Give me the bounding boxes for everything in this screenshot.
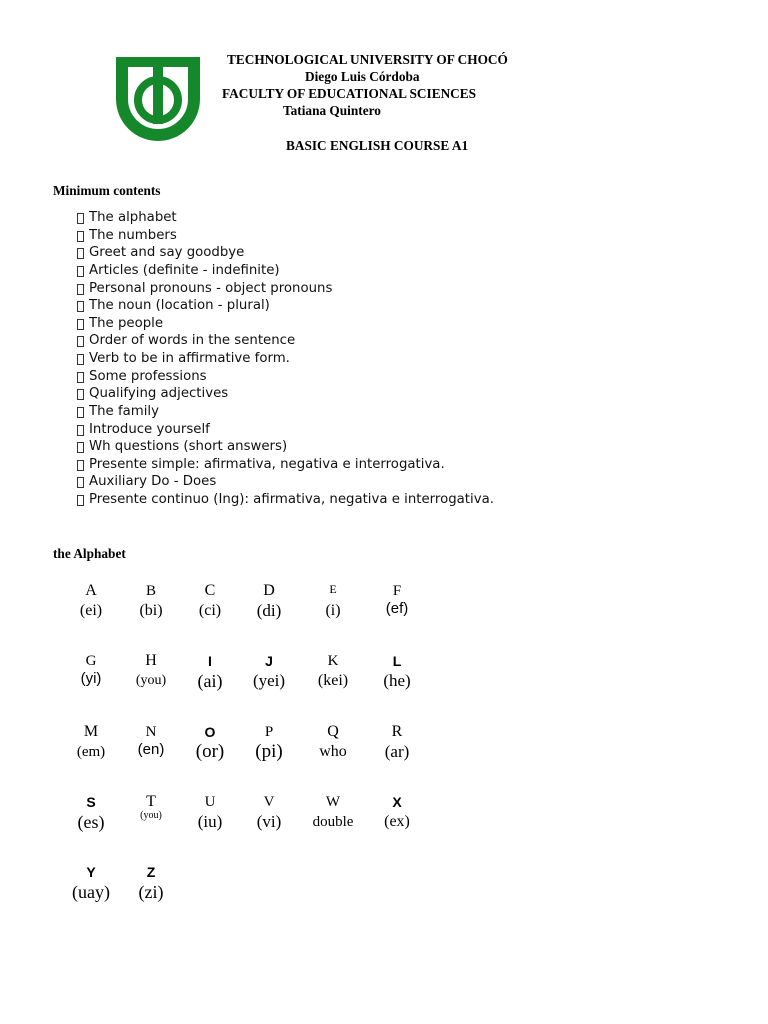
pronunciation: (pi) [255, 741, 283, 762]
alphabet-cell [178, 651, 242, 691]
list-item [77, 227, 557, 245]
alphabet-letter: X [392, 794, 402, 810]
pronunciation: (vi) [256, 812, 282, 831]
pronunciation: (em) [76, 744, 106, 760]
alphabet-letter: Q [327, 723, 339, 740]
bullet-box-icon [77, 407, 84, 418]
alphabet-letter: S [86, 794, 96, 810]
alphabet-cell [237, 651, 301, 691]
alphabet-letter: K [327, 653, 339, 669]
list-item-text: Articles (definite - indefinite) [89, 262, 280, 278]
list-item [77, 315, 557, 333]
alphabet-letter: J [265, 653, 273, 669]
alphabet-letter: N [145, 724, 157, 740]
pronunciation: (yei) [252, 671, 286, 690]
bullet-box-icon [77, 354, 84, 365]
alphabet-cell [301, 792, 365, 832]
list-item-text: Qualifying adjectives [89, 386, 229, 402]
alphabet-cell [365, 651, 429, 691]
alphabet-cell [365, 792, 429, 832]
list-item [77, 280, 557, 298]
list-item [77, 209, 557, 227]
pronunciation: (i) [325, 602, 341, 619]
alphabet-cell [59, 722, 123, 762]
list-item-text: The people [89, 315, 164, 331]
list-item [77, 403, 557, 421]
pronunciation: (iu) [197, 812, 223, 831]
list-item-text: The family [89, 403, 159, 419]
alphabet-letter: P [264, 724, 274, 740]
logo-stem [153, 57, 163, 124]
pronunciation: who [319, 743, 347, 760]
alphabet-heading: the Alphabet [53, 546, 126, 561]
list-item [77, 438, 557, 456]
alphabet-cell [365, 722, 429, 762]
alphabet-cell [178, 792, 242, 832]
list-item-text: Greet and say goodbye [89, 245, 245, 261]
list-item-text: Presente simple: afirmativa, negativa e interrogativa. [89, 456, 445, 472]
alphabet-cell [365, 581, 429, 621]
list-item-text: The numbers [89, 227, 177, 243]
pronunciation: (he) [383, 671, 411, 690]
list-item-text: The noun (location - plural) [89, 298, 270, 314]
list-item [77, 421, 557, 439]
alphabet-letter: V [263, 794, 275, 810]
alphabet-cell [301, 581, 365, 621]
alphabet-letter: F [392, 583, 402, 599]
alphabet-cell [119, 792, 183, 832]
list-item [77, 368, 557, 386]
alphabet-letter: D [263, 582, 275, 599]
alphabet-cell [178, 722, 242, 762]
bullet-box-icon [77, 495, 84, 506]
list-item [77, 385, 557, 403]
pronunciation: (ci) [198, 602, 222, 619]
bullet-box-icon [77, 442, 84, 453]
list-item [77, 350, 557, 368]
bullet-box-icon [77, 231, 84, 242]
bullet-box-icon [77, 284, 84, 295]
bullet-box-icon [77, 266, 84, 277]
alphabet-letter: R [391, 723, 403, 740]
list-item-text: Verb to be in affirmative form. [89, 351, 290, 366]
list-item [77, 473, 557, 491]
alphabet-letter: W [325, 794, 341, 810]
list-item [77, 332, 557, 350]
pronunciation: (or) [195, 741, 225, 762]
alphabet-letter: M [83, 723, 99, 740]
alphabet-cell [237, 792, 301, 832]
list-item-text: Wh questions (short answers) [89, 439, 288, 455]
alphabet-letter: H [145, 652, 157, 669]
list-item-text: Introduce yourself [89, 421, 210, 437]
alphabet-letter: C [204, 582, 216, 599]
alphabet-letter: O [204, 724, 216, 740]
bullet-box-icon [77, 301, 84, 312]
list-item-text: The alphabet [89, 210, 177, 225]
list-item [77, 244, 557, 262]
alphabet-cell [301, 722, 365, 762]
alphabet-cell [59, 581, 123, 621]
university-logo-icon [115, 55, 201, 141]
author-name: Tatiana Quintero [283, 103, 381, 118]
alphabet-cell [178, 581, 242, 621]
alphabet-letter: I [208, 653, 212, 669]
alphabet-letter: E [329, 582, 337, 596]
contents-list [77, 209, 557, 509]
alphabet-cell [59, 792, 123, 832]
pronunciation: (en) [137, 741, 165, 758]
list-item [77, 456, 557, 474]
pronunciation: (yi) [80, 670, 102, 687]
list-item [77, 491, 557, 509]
pronunciation: (you) [140, 810, 162, 821]
bullet-box-icon [77, 477, 84, 488]
pronunciation: (zi) [138, 882, 164, 902]
pronunciation: (ei) [79, 602, 103, 619]
pronunciation: (ef) [385, 600, 409, 617]
bullet-box-icon [77, 248, 84, 259]
alphabet-cell [301, 651, 365, 691]
alphabet-cell [59, 651, 123, 691]
pronunciation: (bi) [139, 602, 163, 619]
alphabet-letter: B [145, 583, 156, 599]
bullet-box-icon [77, 389, 84, 400]
alphabet-cell [119, 862, 183, 902]
pronunciation: double [312, 814, 354, 830]
pronunciation: (di) [256, 601, 282, 620]
alphabet-letter: G [85, 653, 97, 669]
alphabet-letter: U [204, 794, 216, 810]
list-item-text: Order of words in the sentence [89, 333, 296, 349]
bullet-box-icon [77, 336, 84, 347]
pronunciation: (uay) [72, 882, 110, 902]
pronunciation: (ai) [197, 671, 223, 691]
list-item-text: Auxiliary Do - Does [89, 474, 217, 490]
alphabet-letter: Z [146, 864, 156, 880]
course-title: BASIC ENGLISH COURSE A1 [286, 138, 469, 153]
list-item [77, 262, 557, 280]
alphabet-cell [59, 862, 123, 902]
alphabet-cell [119, 581, 183, 621]
alphabet-letter: T [146, 793, 156, 810]
bullet-box-icon [77, 213, 84, 224]
list-item [77, 297, 557, 315]
contents-heading: Minimum contents [53, 183, 161, 198]
pronunciation: (ar) [384, 742, 410, 761]
list-item-text: Presente continuo (Ing): afirmativa, negativa e interrogativa. [89, 492, 494, 507]
alphabet-letter: A [85, 582, 97, 599]
list-item-text: Some professions [89, 368, 207, 384]
pronunciation: (kei) [317, 672, 349, 689]
alphabet-letter: L [392, 653, 402, 669]
bullet-box-icon [77, 425, 84, 436]
list-item-text: Personal pronouns - object pronouns [89, 280, 333, 296]
pronunciation: (ex) [384, 813, 410, 830]
university-subtitle: Diego Luis Córdoba [305, 69, 420, 84]
university-name: TECHNOLOGICAL UNIVERSITY OF CHOCÓ [227, 52, 508, 67]
pronunciation: (you) [135, 673, 167, 688]
alphabet-cell [237, 722, 301, 762]
alphabet-cell [119, 722, 183, 762]
pronunciation: (es) [77, 812, 105, 832]
alphabet-cell [237, 581, 301, 621]
bullet-box-icon [77, 372, 84, 383]
bullet-box-icon [77, 319, 84, 330]
bullet-box-icon [77, 460, 84, 471]
alphabet-cell [119, 651, 183, 691]
faculty-name: FACULTY OF EDUCATIONAL SCIENCES [222, 86, 477, 101]
alphabet-letter: Y [86, 864, 96, 880]
